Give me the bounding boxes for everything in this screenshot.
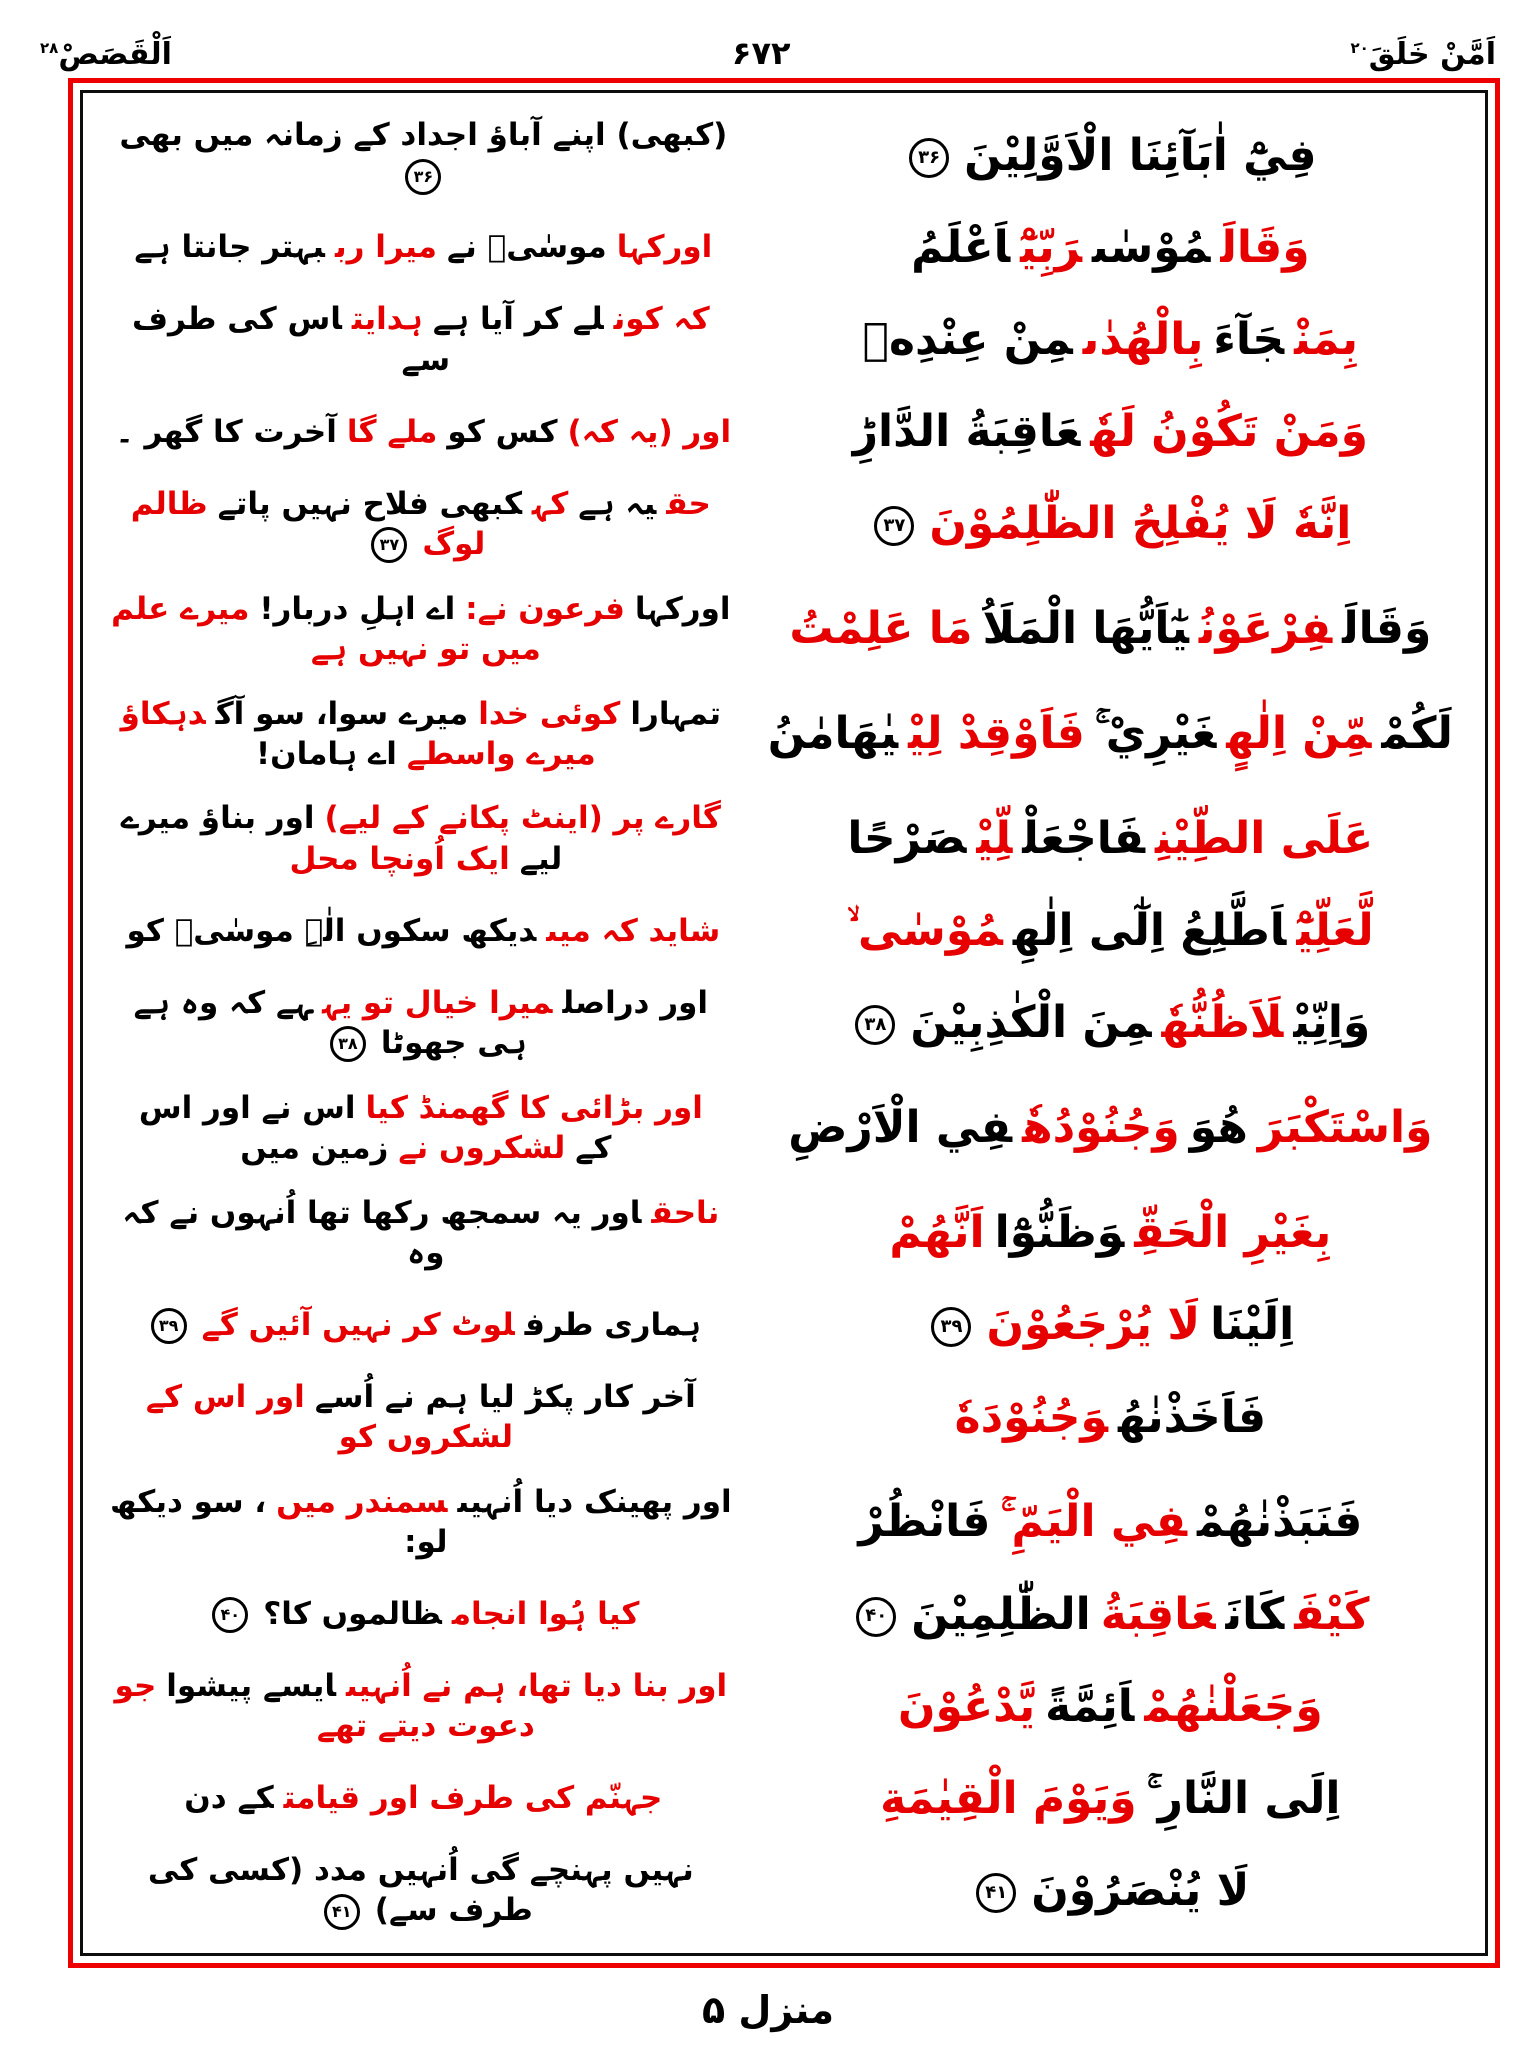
text-segment: کبھی فلاح نہیں پاتے [217,485,523,522]
text-segment: مِنَ الْكٰذِبِيْنَ [910,997,1152,1049]
text-segment: فِي الْاَرْضِ [788,1102,1013,1154]
arabic-ayah-line [750,706,1471,761]
quran-row [97,1285,1471,1364]
text-segment: کس کو [447,413,558,450]
page-footer [0,1978,1536,2042]
text-segment: نہیں پہنچے گی اُنہیں مدد (کسی کی طرف سے) [147,1852,694,1929]
text-segment: بہتر جانتا ہے [134,229,325,266]
text-segment: اور بناؤ میرے لیے [120,800,563,877]
arabic-ayah-line [750,128,1471,183]
text-segment: مِنْ عِنْدِهٖ [862,314,1073,366]
text-segment: (کبھی) اپنے آباؤ اجداد کے زمانہ میں بھی [119,117,728,154]
text-segment: کہ [532,485,569,522]
text-segment: يٰٓاَيُّهَا الْمَلَاُ [982,603,1189,655]
quran-row [97,392,1471,471]
text-segment: حق [666,485,711,522]
quran-row [97,1574,1471,1653]
quran-row [97,681,1471,786]
text-segment: وَجَعَلْنٰهُمْ [1144,1680,1323,1732]
verse-number-badge: ۴۰ [856,1597,896,1637]
quran-row [97,1365,1471,1470]
urdu-translation-line [97,1666,750,1747]
text-segment: گارے پر (اینٹ پکانے کے لیے) [324,800,721,837]
text-segment: کے دن [184,1780,274,1817]
text-segment: ، سو دیکھ لو: [110,1483,448,1560]
text-segment: اَعْلَمُ [911,222,1011,274]
text-segment: میرا خیال تو یہ [322,984,553,1021]
arabic-ayah-line [750,404,1471,459]
text-segment: وَقَالَ [1220,222,1310,274]
quran-row [97,208,1471,287]
text-segment: جَآءَ [1213,314,1285,366]
text-segment: ہماری طرف [524,1306,702,1343]
quran-row [97,1180,1471,1285]
text-segment: میرے سوا، سو آگ [215,695,469,732]
text-segment: تمہارا [630,695,722,732]
urdu-translation-line [97,115,750,196]
content-rows [97,103,1471,1943]
text-segment: بِغَيْرِ الْحَقِّ [1134,1207,1332,1259]
urdu-translation-line [97,1305,750,1345]
verse-number-badge: ۳۹ [151,1308,187,1344]
urdu-translation-line [97,1778,750,1818]
text-segment: اور بنا دیا تھا، ہم نے اُنہیں [345,1667,728,1704]
arabic-ayah-line [750,811,1471,866]
text-segment: آخرت کا گھر ۔ [115,413,337,450]
arabic-ayah-line [750,496,1471,551]
urdu-translation-line [97,1850,750,1931]
text-segment: اورکہا [634,590,731,627]
urdu-translation-line [97,227,750,267]
text-segment: اَنَّهُمْ [889,1207,985,1259]
text-segment: بِمَنْ [1294,314,1359,366]
text-segment: موسٰیؑ نے [447,229,607,266]
arabic-ayah-line [750,312,1471,367]
surah-number: ۲۸ [40,39,59,57]
quran-row [97,1075,1471,1180]
text-segment: سمندر میں [276,1483,448,1520]
arabic-ayah-line [750,1771,1471,1826]
quran-row [97,287,1471,392]
text-segment: عَاقِبَةُ الدَّارِؕ [852,406,1081,458]
arabic-ayah-line [750,1390,1471,1445]
text-segment: اِلَى النَّارِ ۚ [1146,1772,1341,1824]
text-segment: بِالْهُدٰى [1082,314,1204,366]
urdu-translation-line [97,484,750,565]
quran-row [97,1759,1471,1838]
text-segment: اور پھینک دیا اُنہیں [457,1483,732,1520]
quran-row [97,103,1471,208]
text-segment: وَجُنُوْدَهٗ [954,1391,1109,1443]
text-segment: لَكُمْ [1381,708,1453,760]
text-segment: ظالم لوگ [130,485,486,562]
text-segment: لَّعَلِّيْٓ [1296,905,1374,957]
urdu-translation-line [97,412,750,452]
verse-number-badge: ۳۶ [909,138,949,178]
text-segment: اور اس کے لشکروں کو [145,1378,514,1456]
text-segment: لِّيْ [976,813,1013,865]
text-segment: ناحق [651,1194,720,1231]
juz-name: اَمَّنْ خَلَقَ [1368,37,1496,72]
verse-number-badge: ۳۷ [874,506,914,546]
verse-number-badge: ۳۸ [855,1005,895,1045]
page-header [40,10,1496,72]
text-segment: الظّٰلِمِيْنَ [911,1588,1091,1640]
page-number: ۶۷۲ [731,34,791,72]
verse-number-badge: ۴۱ [976,1873,1016,1913]
arabic-ayah-line [750,1679,1471,1734]
text-segment: دہکاؤ میرے واسطے [120,695,596,772]
urdu-translation-line [97,1594,750,1634]
text-segment: رَبِّيْٓ [1020,222,1083,274]
juz-number: ۲۰ [1350,39,1369,57]
text-segment: ایسے پیشوا [166,1667,336,1704]
text-segment: آخر کار پکڑ لیا ہم نے اُسے [314,1378,696,1415]
text-segment: دیکھ سکوں الٰہِ موسٰیؑ کو [126,912,537,949]
text-segment: فِيْٓ اٰبَآئِنَا الْاَوَّلِيْنَ [964,129,1317,181]
text-segment: لَا يُرْجَعُوْنَ [986,1299,1201,1351]
arabic-ayah-line [750,220,1471,275]
text-segment: اے ہامان! [256,735,397,772]
urdu-translation-line [97,983,750,1064]
arabic-ayah-line [750,601,1471,656]
urdu-translation-line [97,1088,750,1169]
text-segment: هُوَ [1189,1102,1248,1154]
text-segment: صَرْحًا [847,813,967,865]
text-segment: فَاَوْقِدْ لِيْ [908,708,1085,760]
quran-row [97,971,1471,1076]
verse-number-badge: ۴۱ [324,1894,360,1930]
quran-row [97,786,1471,891]
text-segment: کیا ہُوا انجام [451,1595,640,1632]
text-segment: اورکہا [616,229,713,266]
text-segment: اور یہ سمجھ رکھا تھا اُنہوں نے کہ وہ [122,1194,642,1271]
text-segment: وَاِنِّيْ [1293,997,1371,1049]
text-segment: كَانَ [1225,1588,1285,1640]
text-segment: وَجُنُوْدُهٗ [1022,1102,1180,1154]
text-segment: فَانْظُرْ [858,1496,991,1548]
text-segment: مُوْسٰى [1092,222,1211,274]
text-segment: وَيَوْمَ الْقِيٰمَةِ [880,1772,1137,1824]
surah-name: اَلْقَصَصْ [58,37,172,72]
text-segment: ہدایت [351,301,423,338]
text-segment: لَا يُنْصَرُوْنَ [1031,1864,1250,1916]
outer-red-frame [68,78,1500,1968]
text-segment: اور بڑائی کا گھمنڈ کیا [365,1089,703,1126]
text-segment: اَطَّلِعُ اِلٰٓى اِلٰهِ [1012,905,1287,957]
text-segment: یہ ہے [578,485,657,522]
text-segment: ہے کہ وہ ہے ہی جھوٹا [133,984,527,1061]
text-segment: ایک اُونچا محل [289,840,510,877]
quran-row [97,576,1471,681]
text-segment: لوٹ کر نہیں آئیں گے [201,1306,515,1343]
text-segment: يٰهَامٰنُ [767,708,899,760]
surah-name-label [40,37,172,72]
arabic-ayah-line [750,1587,1471,1642]
quran-row [97,1838,1471,1943]
text-segment: جہنّم کی طرف اور قیامت [283,1780,663,1817]
urdu-translation-line [97,299,750,380]
text-segment: اَئِمَّةً [1045,1680,1135,1732]
text-segment: اِنَّهٗ لَا يُفْلِحُ الظّٰلِمُوْنَ [929,498,1352,550]
urdu-translation-line [97,911,750,951]
juz-name-label [1350,37,1496,72]
verse-number-badge: ۳۸ [330,1026,366,1062]
text-segment: اِلَيْنَا [1210,1299,1295,1351]
quran-row [97,891,1471,970]
text-segment: مَا عَلِمْتُ [789,603,973,655]
text-segment: ملے گا [346,413,438,450]
text-segment: فَنَبَذْنٰهُمْ [1197,1496,1363,1548]
arabic-ayah-line [750,1494,1471,1549]
urdu-translation-line [97,694,750,775]
text-segment: وَظَنُّوْٓا [994,1207,1125,1259]
text-segment: مُوْسٰى ۙ [847,905,1003,957]
arabic-ayah-line [750,1297,1471,1352]
urdu-translation-line [97,1377,750,1458]
text-segment: زمین میں [240,1129,389,1166]
text-segment: ظالموں کا؟ [263,1595,442,1632]
text-segment: کہ کون [613,301,710,338]
text-segment: اس کی طرف سے [131,301,451,378]
text-segment: فَاجْعَلْ [1022,813,1145,865]
text-segment: اے اہلِ دربار! [259,590,456,627]
text-segment: جو دعوت دیتے تھے [114,1667,535,1745]
text-segment: اس نے اور اس کے [138,1089,612,1166]
text-segment: عَاقِبَةُ [1100,1588,1216,1640]
manzil-label: منزل ۵ [701,1988,835,2032]
text-segment: عَلَى الطِّيْنِ [1155,813,1374,865]
quran-row [97,472,1471,577]
text-segment: میرا رب [334,229,438,266]
text-segment: اور (یہ کہ) [567,413,732,450]
urdu-translation-line [97,1193,750,1274]
text-segment: لے کر آیا ہے [432,301,604,338]
quran-row [97,1470,1471,1575]
text-segment: كَيْفَ [1294,1588,1370,1640]
urdu-translation-line [97,798,750,879]
inner-black-frame [80,90,1488,1956]
text-segment: شاید کہ میں [546,912,721,949]
verse-number-badge: ۳۷ [371,527,407,563]
verse-number-badge: ۳۶ [405,159,441,195]
text-segment: غَيْرِيْ ۚ [1094,708,1217,760]
verse-number-badge: ۴۰ [212,1597,248,1633]
text-segment: فِرْعَوْنُ [1198,603,1333,655]
text-segment: فرعون نے: [465,590,625,627]
urdu-translation-line [97,589,750,670]
text-segment: فِي الْيَمِّ ۚ [1000,1496,1188,1548]
text-segment: يَّدْعُوْنَ [897,1680,1036,1732]
arabic-ayah-line [750,1100,1471,1155]
text-segment: کوئی خدا [478,695,621,732]
text-segment: وَاسْتَكْبَرَ [1257,1102,1433,1154]
arabic-ayah-line [750,995,1471,1050]
arabic-ayah-line [750,903,1471,958]
urdu-translation-line [97,1482,750,1563]
text-segment: لشکروں نے [398,1129,566,1166]
text-segment: لَاَظُنُّهٗ [1161,997,1284,1049]
text-segment: وَمَنْ تَكُوْنُ لَهٗ [1090,406,1368,458]
verse-number-badge: ۳۹ [931,1307,971,1347]
quran-row [97,1654,1471,1759]
arabic-ayah-line [750,1205,1471,1260]
text-segment: فَاَخَذْنٰهُ [1118,1391,1267,1443]
text-segment: وَقَالَ [1342,603,1432,655]
text-segment: میرے علم میں تو نہیں ہے [111,590,541,667]
text-segment: مِّنْ اِلٰهٍ [1226,708,1372,760]
arabic-ayah-line [750,1863,1471,1918]
text-segment: اور دراصل [562,984,708,1021]
